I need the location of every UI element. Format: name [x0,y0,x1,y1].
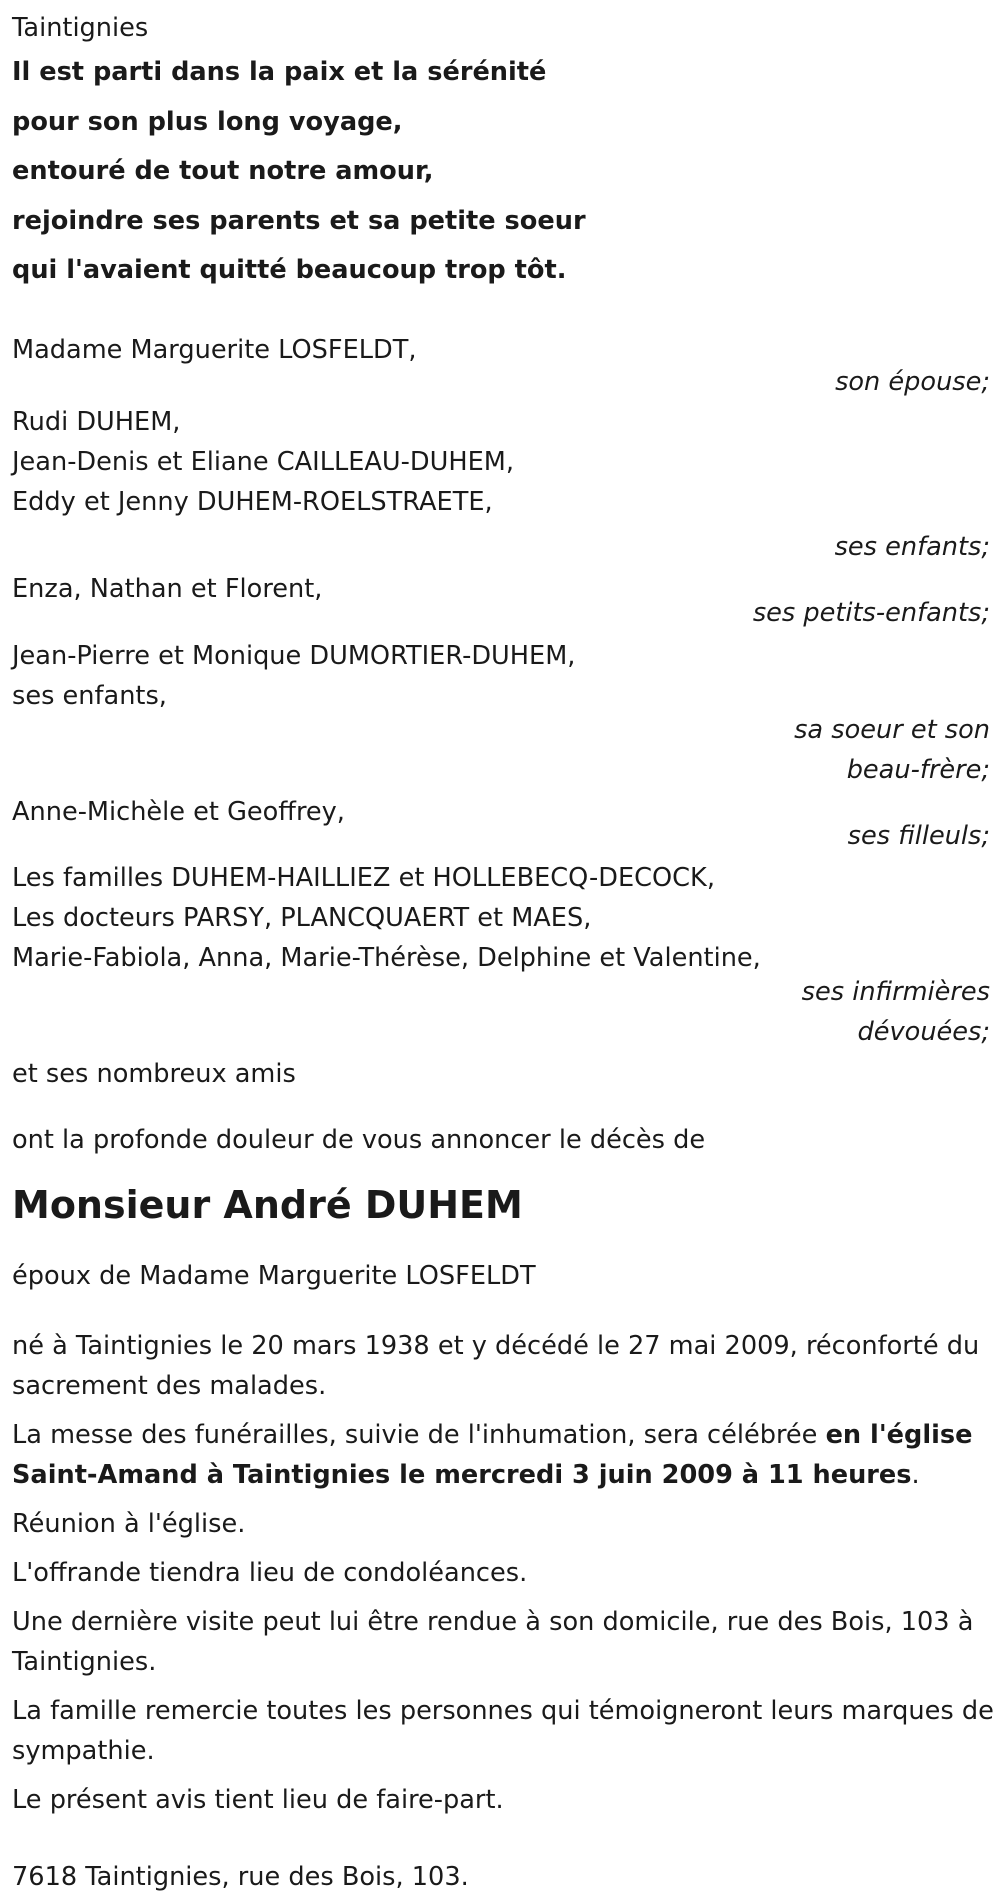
notice: Le présent avis tient lieu de faire-part. [12,1784,504,1815]
sister-relation-line: sa soeur et son [794,714,990,745]
others-relation-line: dévouées; [857,1016,990,1047]
funeral-suffix: . [911,1459,920,1490]
sister-name: ses enfants, [12,680,167,711]
child-name: Rudi DUHEM, [12,406,181,437]
spouse-of: époux de Madame Marguerite LOSFELDT [12,1260,536,1291]
grandchildren-relation: ses petits-enfants; [752,597,990,628]
others-name: Les familles DUHEM-HAILLIEZ et HOLLEBECQ-DECOCK, [12,862,715,893]
place-heading: Taintignies [12,13,149,43]
obituary-notice [12,8,992,1897]
born-died: né à Taintignies le 20 mars 1938 et y décédé le 27 mai 2009, réconforté du sacrement des malades. [12,1330,980,1401]
address: 7618 Taintignies, rue des Bois, 103. [12,1861,469,1892]
others-name: Les docteurs PARSY, PLANCQUAERT et MAES, [12,902,592,933]
children-relation: ses enfants; [834,531,990,562]
poem-line: rejoindre ses parents et sa petite soeur [12,205,586,236]
family-godchildren [12,792,992,856]
family-spouse [12,330,992,402]
friends-line: et ses nombreux amis [12,1058,296,1089]
child-name: Eddy et Jenny DUHEM-ROELSTRAETE, [12,486,493,517]
others-relation-line: ses infirmières [801,976,990,1007]
sister-name: Jean-Pierre et Monique DUMORTIER-DUHEM, [12,640,576,671]
family-grandchildren [12,569,992,633]
poem-line: qui l'avaient quitté beaucoup trop tôt. [12,255,567,285]
grandchildren-names: Enza, Nathan et Florent, [12,573,323,604]
godchildren-relation: ses filleuls; [847,820,990,851]
child-name: Jean-Denis et Eliane CAILLEAU-DUHEM, [12,446,514,477]
godchildren-names: Anne-Michèle et Geoffrey, [12,796,345,827]
poem-line: entouré de tout notre amour, [12,156,434,186]
offering: L'offrande tiendra lieu de condoléances. [12,1557,528,1588]
funeral-prefix: La messe des funérailles, suivie de l'inhumation, sera célébrée [12,1419,826,1450]
thanks: La famille remercie toutes les personnes qui témoigneront leurs marques de sympathie. [12,1695,994,1766]
deceased-name: Monsieur André DUHEM [12,1182,523,1227]
family-sister [12,636,992,790]
sister-relation-line: beau-frère; [846,754,990,785]
poem-line: Il est parti dans la paix et la sérénité [12,57,547,87]
spouse-relation: son épouse; [835,366,990,397]
poem-line: pour son plus long voyage, [12,106,403,137]
others-name: Marie-Fabiola, Anna, Marie-Thérèse, Delphine et Valentine, [12,942,761,973]
poem [12,48,992,296]
announcement: ont la profonde douleur de vous annoncer le décès de [12,1124,706,1155]
family-others [12,858,992,1052]
funeral-bold: en l'église Saint-Amand à Taintignies le mercredi 3 juin 2009 à 11 heures [12,1419,973,1490]
family-children [12,402,992,567]
visit: Une dernière visite peut lui être rendue à son domicile, rue des Bois, 103 à Taintignies. [12,1606,974,1677]
funeral-details [12,1415,997,1495]
spouse-name: Madame Marguerite LOSFELDT, [12,334,417,365]
meeting: Réunion à l'église. [12,1508,246,1539]
